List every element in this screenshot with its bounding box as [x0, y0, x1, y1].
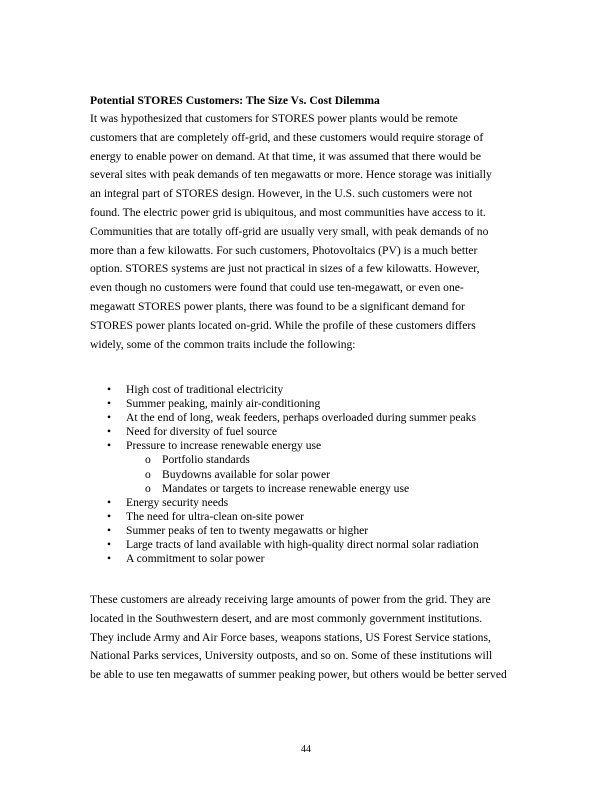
paragraph-line: These customers are already receiving large amounts of power from the grid. They are [90, 593, 491, 606]
list-item-text: The need for ultra-clean on-site power [126, 509, 305, 523]
sub-list-item-text: Mandates or targets to increase renewable energy use [162, 481, 410, 495]
paragraph-line: megawatt STORES power plants, there was found to be a significant demand for [90, 299, 465, 313]
customer-traits-list [90, 383, 530, 566]
sub-list-item-text: Portfolio standards [162, 453, 250, 467]
list-item [90, 552, 530, 566]
list-item [90, 439, 530, 453]
bullet-icon: • [107, 397, 112, 411]
paragraph-line: be able to use ten megawatts of summer peaking power, but others would be better served [90, 668, 507, 682]
list-item [90, 524, 530, 538]
paragraph-line: They include Army and Air Force bases, weapons stations, US Forest Service stations, [90, 630, 491, 644]
sub-list-item [90, 468, 530, 482]
paragraph-line: even though no customers were found that could use ten-megawatt, or even one- [90, 281, 464, 295]
circle-bullet-icon: o [145, 467, 151, 481]
list-item-text: Need for diversity of fuel source [126, 425, 277, 439]
list-item-text: Large tracts of land available with high-quality direct normal solar radiation [126, 538, 479, 552]
list-item [90, 411, 530, 425]
list-item [90, 496, 530, 510]
customers-paragraph [90, 591, 530, 685]
paragraph-line: STORES power plants located on-grid. While the profile of these customers differs [90, 318, 476, 332]
bullet-icon: • [107, 523, 112, 537]
circle-bullet-icon: o [145, 453, 151, 467]
paragraph-line: Communities that are totally off-grid are usually very small, with peak demands of no [90, 224, 489, 238]
paragraph-line: located in the Southwestern desert, and are most commonly government institutions. [90, 611, 483, 625]
bullet-icon: • [107, 425, 112, 439]
sub-list-item [90, 453, 530, 467]
list-item-text: Summer peaking, mainly air-conditioning [126, 397, 321, 411]
sub-list-item [90, 482, 530, 496]
paragraph-line: several sites with peak demands of ten megawatts or more. Hence storage was initially [90, 168, 492, 182]
list-item-text: At the end of long, weak feeders, perhaps overloaded during summer peaks [126, 411, 476, 425]
bullet-icon: • [107, 495, 112, 509]
list-item-text: Energy security needs [126, 495, 229, 509]
list-item-text: Summer peaks of ten to twenty megawatts or higher [126, 523, 369, 537]
bullet-icon: • [107, 509, 112, 523]
list-item [90, 383, 530, 397]
section-heading: Potential STORES Customers: The Size Vs. Cost Dilemma [90, 94, 380, 107]
list-item-text: Pressure to increase renewable energy use [126, 439, 322, 453]
bullet-icon: • [107, 439, 112, 453]
paragraph-line: It was hypothesized that customers for STORES power plants would be remote [90, 112, 458, 125]
list-item [90, 425, 530, 439]
intro-paragraph [90, 110, 530, 354]
circle-bullet-icon: o [145, 481, 151, 495]
paragraph-line: customers that are completely off-grid, and these customers would require storage of [90, 130, 484, 144]
bullet-icon: • [107, 552, 112, 566]
paragraph-line: found. The electric power grid is ubiquitous, and most communities have access to it. [90, 205, 486, 219]
list-item [90, 510, 530, 524]
page-number: 44 [301, 744, 311, 755]
list-item [90, 397, 530, 411]
paragraph-line: more than a few kilowatts. For such customers, Photovoltaics (PV) is a much better [90, 243, 478, 257]
bullet-icon: • [107, 383, 112, 396]
list-item [90, 538, 530, 552]
sub-list-item-text: Buydowns available for solar power [162, 467, 331, 481]
bullet-icon: • [107, 411, 112, 425]
paragraph-line: energy to enable power on demand. At that time, it was assumed that there would be [90, 149, 481, 163]
list-item-text: High cost of traditional electricity [126, 383, 284, 396]
paragraph-line: an integral part of STORES design. However, in the U.S. such customers were not [90, 187, 473, 201]
bullet-icon: • [107, 538, 112, 552]
list-item-text: A commitment to solar power [126, 552, 265, 566]
paragraph-line: option. STORES systems are just not practical in sizes of a few kilowatts. However, [90, 262, 480, 276]
paragraph-line: National Parks services, University outposts, and so on. Some of these institutions will [90, 649, 493, 663]
paragraph-line: widely, some of the common traits include the following: [90, 337, 356, 351]
